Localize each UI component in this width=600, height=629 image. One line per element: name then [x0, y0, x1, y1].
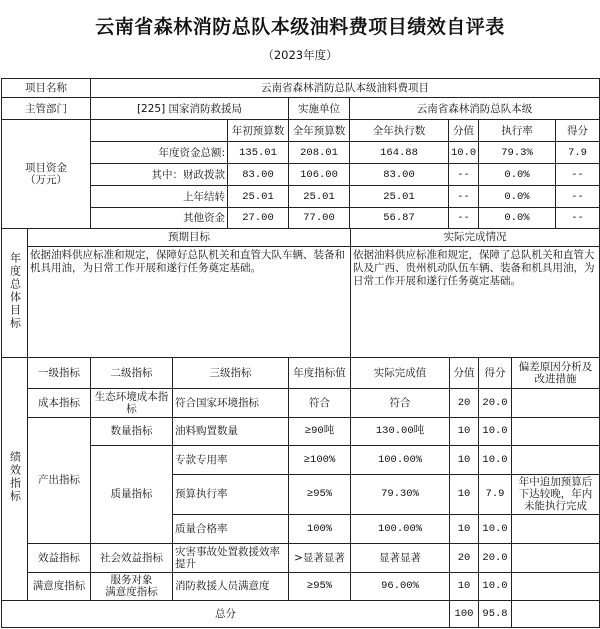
- level3-name: 预算执行率: [173, 474, 289, 514]
- indicator-header-value: 分值: [450, 357, 479, 388]
- total-label: 总分: [2, 600, 450, 627]
- funds-header-blank: [91, 120, 228, 142]
- indicator-target: ≥90吨: [289, 417, 351, 445]
- indicator-value: 10: [450, 572, 479, 600]
- indicator-target: 100%: [289, 514, 351, 543]
- total-row: [2, 600, 600, 627]
- indicator-score: 10.0: [479, 417, 512, 445]
- dept-value: [225] 国家消防救援局: [91, 98, 289, 120]
- funds-label-line2: （万元）: [25, 174, 67, 186]
- indicator-target: ≥95%: [289, 572, 351, 600]
- funds-row-annual: 208.01: [289, 142, 350, 164]
- funds-row-annual: 106.00: [289, 164, 350, 186]
- level2-service-line1: 服务对象: [110, 574, 153, 586]
- funds-row-initial: 27.00: [228, 208, 289, 229]
- funds-row-executed: 56.87: [350, 208, 449, 229]
- funds-row-name: 年度资金总额:: [91, 142, 228, 164]
- expected-goal-text: 依据油料供应标准和规定，保障好总队机关和直管大队车辆、装备和机具用油，为日常工作开展和遂行任务奠定基础。: [28, 246, 351, 357]
- indicator-score: 10.0: [479, 445, 512, 474]
- funds-row-name: 其他资金: [91, 208, 228, 229]
- funds-row-score-value: --: [449, 208, 479, 229]
- level3-name: 专款专用率: [173, 445, 289, 474]
- indicator-row: [2, 445, 600, 474]
- indicator-header-level1: 一级指标: [28, 357, 91, 388]
- indicator-value: 20: [450, 543, 479, 572]
- funds-row-score: --: [556, 186, 600, 208]
- level2-service: [91, 572, 173, 600]
- funds-row-annual: 77.00: [289, 208, 350, 229]
- funds-header-executed: 全年执行数: [350, 120, 449, 142]
- indicator-row: [2, 417, 600, 445]
- level3-name: 消防救援人员满意度: [173, 572, 289, 600]
- funds-row-score: --: [556, 208, 600, 229]
- funds-row-score-value: --: [449, 186, 479, 208]
- actual-goal-header: 实际完成情况: [351, 228, 600, 246]
- indicator-actual: 96.00%: [351, 572, 450, 600]
- level1-satisfaction: 满意度指标: [28, 572, 91, 600]
- indicator-header-level3: 三级指标: [173, 357, 289, 388]
- dept-label: 主管部门: [2, 98, 91, 120]
- funds-row-name: 其中：财政拨款: [91, 164, 228, 186]
- goals-label: [2, 228, 28, 357]
- level1-benefit: 效益指标: [28, 543, 91, 572]
- indicator-row: [2, 388, 600, 417]
- indicator-actual: 130.00吨: [351, 417, 450, 445]
- funds-row-rate: 79.3%: [479, 142, 556, 164]
- indicator-note: [512, 388, 600, 417]
- indicator-score: 20.0: [479, 543, 512, 572]
- expected-goal-header: 预期目标: [28, 228, 351, 246]
- project-info-table: [1, 78, 600, 229]
- indicator-actual: 100.00%: [351, 514, 450, 543]
- total-value: 100: [450, 600, 479, 627]
- goals-indicators-table: [1, 228, 600, 628]
- indicator-value: 10: [450, 417, 479, 445]
- level2-service-line2: 满意度指标: [105, 586, 158, 598]
- indicator-header-note: 偏差原因分析及改进措施: [512, 357, 600, 388]
- total-note: [512, 600, 600, 627]
- page-title: 云南省森林消防总队本级油料费项目绩效自评表: [95, 16, 505, 38]
- funds-row: [2, 186, 600, 208]
- indicator-note: [512, 572, 600, 600]
- indicator-header-target: 年度指标值: [289, 357, 351, 388]
- indicator-score: 20.0: [479, 388, 512, 417]
- funds-row: [2, 208, 600, 229]
- indicator-score: 10.0: [479, 514, 512, 543]
- indicator-header-level2: 二级指标: [91, 357, 173, 388]
- indicator-score: 10.0: [479, 572, 512, 600]
- impl-label: 实施单位: [289, 98, 350, 120]
- indicator-actual: 79.30%: [351, 474, 450, 514]
- indicators-label: [2, 357, 28, 600]
- indicator-row: [2, 543, 600, 572]
- funds-header-score: 得分: [556, 120, 600, 142]
- goals-label-text: 年度总体目标: [8, 251, 22, 330]
- indicator-header-score: 得分: [479, 357, 512, 388]
- level1-output: 产出指标: [28, 417, 91, 543]
- page-subtitle: （2023年度）: [262, 48, 338, 62]
- indicator-note: [512, 543, 600, 572]
- funds-header-annual: 全年预算数: [289, 120, 350, 142]
- indicator-value: 10: [450, 474, 479, 514]
- funds-row-initial: 83.00: [228, 164, 289, 186]
- funds-row-score: 7.9: [556, 142, 600, 164]
- funds-row-annual: 25.01: [289, 186, 350, 208]
- funds-row-score-value: --: [449, 164, 479, 186]
- level3-name: 油料购置数量: [173, 417, 289, 445]
- level3-name: 符合国家环境指标: [173, 388, 289, 417]
- funds-row-rate: 0.0%: [479, 186, 556, 208]
- funds-header-score-value: 分值: [449, 120, 479, 142]
- level3-name: 灾害事故处置救援效率提升: [173, 543, 289, 572]
- indicator-row: [2, 572, 600, 600]
- indicator-target: >显著显著: [289, 543, 351, 572]
- project-name-label: 项目名称: [2, 79, 91, 98]
- funds-label-line1: 项目资金: [25, 162, 67, 174]
- funds-row-initial: 135.01: [228, 142, 289, 164]
- project-name-value: 云南省森林消防总队本级油料费项目: [91, 79, 600, 98]
- indicator-value: 10: [450, 445, 479, 474]
- indicator-value: 20: [450, 388, 479, 417]
- actual-goal-text: 依据油料供应标准和规定，保障了总队机关和直管大队及广西、贵州机动队伍车辆、装备和机具用油，为日常工作开展和遂行任务奠定基础。: [351, 246, 600, 357]
- level3-name: 质量合格率: [173, 514, 289, 543]
- total-score: 95.8: [479, 600, 512, 627]
- indicator-target: ≥100%: [289, 445, 351, 474]
- funds-row-initial: 25.01: [228, 186, 289, 208]
- level2-quantity: 数量指标: [91, 417, 173, 445]
- indicator-note: [512, 514, 600, 543]
- funds-row-rate: 0.0%: [479, 164, 556, 186]
- funds-header-initial: 年初预算数: [228, 120, 289, 142]
- funds-row: [2, 142, 600, 164]
- funds-row-executed: 83.00: [350, 164, 449, 186]
- indicator-score: 7.9: [479, 474, 512, 514]
- funds-row: [2, 164, 600, 186]
- indicator-actual: 显著显著: [351, 543, 450, 572]
- indicator-value: 10: [450, 514, 479, 543]
- impl-value: 云南省森林消防总队本级: [350, 98, 600, 120]
- funds-header-rate: 执行率: [479, 120, 556, 142]
- funds-row-score: --: [556, 164, 600, 186]
- indicators-label-text: 绩效指标: [8, 451, 22, 503]
- indicator-note: [512, 445, 600, 474]
- funds-row-rate: 0.0%: [479, 208, 556, 229]
- indicator-actual: 100.00%: [351, 445, 450, 474]
- level2-social: 社会效益指标: [91, 543, 173, 572]
- funds-row-score-value: 10.0: [449, 142, 479, 164]
- funds-row-executed: 164.88: [350, 142, 449, 164]
- indicator-actual: 符合: [351, 388, 450, 417]
- funds-row-executed: 25.01: [350, 186, 449, 208]
- funds-label: [2, 120, 91, 229]
- indicator-target: ≥95%: [289, 474, 351, 514]
- indicator-header-actual: 实际完成值: [351, 357, 450, 388]
- indicator-note: 年中追加预算后下达较晚，年内未能执行完成: [512, 474, 600, 514]
- level2-quality: 质量指标: [91, 445, 173, 543]
- level1-cost: 成本指标: [28, 388, 91, 417]
- indicator-target: 符合: [289, 388, 351, 417]
- funds-row-name: 上年结转: [91, 186, 228, 208]
- level2-eco: 生态环境成本指标: [91, 388, 173, 417]
- indicator-note: [512, 417, 600, 445]
